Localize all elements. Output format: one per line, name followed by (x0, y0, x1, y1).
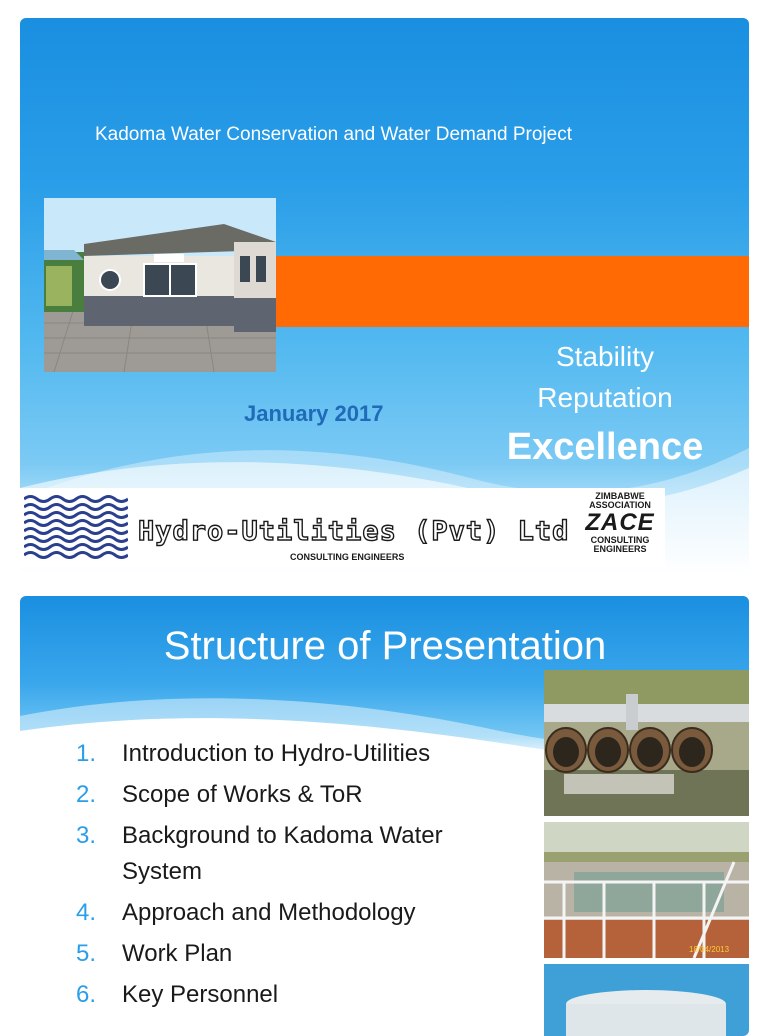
company-subtitle: CONSULTING ENGINEERS (290, 552, 405, 562)
zace-logo (575, 492, 665, 554)
title-slide (20, 18, 749, 576)
slide-title: Structure of Presentation (163, 624, 607, 668)
item-text: Approach and Methodology (122, 899, 416, 926)
item-text: Introduction to Hydro-Utilities (122, 740, 431, 767)
item-number: 2. (76, 781, 97, 808)
agenda-list (76, 736, 522, 1018)
treatment-tank-photo (544, 822, 749, 958)
zace-bottom-text: CONSULTING ENGINEERS (590, 535, 650, 554)
list-item (76, 777, 522, 813)
agenda-slide (20, 596, 749, 1036)
item-text: Key Personnel (122, 981, 279, 1008)
zace-name: ZACE (585, 509, 655, 536)
item-number: 1. (76, 740, 97, 767)
item-text: Scope of Works & ToR (122, 781, 363, 808)
item-number: 3. (76, 822, 97, 849)
company-logo (20, 488, 665, 566)
slogan-reputation: Reputation (537, 382, 673, 413)
item-number: 4. (76, 899, 97, 926)
water-tower-photo (544, 964, 749, 1036)
pipes-photo (544, 670, 749, 816)
list-item (76, 895, 522, 931)
item-number: 6. (76, 981, 97, 1008)
company-name: Hydro-Utilities (Pvt) Ltd (138, 516, 570, 547)
slogan-excellence: Excellence (506, 426, 704, 468)
item-text: Work Plan (122, 940, 233, 967)
project-title: Kadoma Water Conservation and Water Demand Project (95, 124, 572, 145)
accent-bar (276, 256, 749, 327)
zace-top-text: ZIMBABWE ASSOCIATION (589, 491, 651, 510)
slogan-stability: Stability (555, 341, 655, 372)
item-number: 5. (76, 940, 97, 967)
photo-timestamp: 18/04/2013 (689, 945, 730, 954)
water-waves-icon (24, 494, 128, 560)
list-item (76, 818, 452, 890)
office-building-photo (44, 198, 276, 372)
list-item (76, 977, 522, 1013)
item-text: Background to Kadoma Water System (122, 822, 443, 885)
list-item (76, 736, 522, 772)
presentation-date: January 2017 (244, 401, 384, 426)
list-item (76, 936, 522, 972)
